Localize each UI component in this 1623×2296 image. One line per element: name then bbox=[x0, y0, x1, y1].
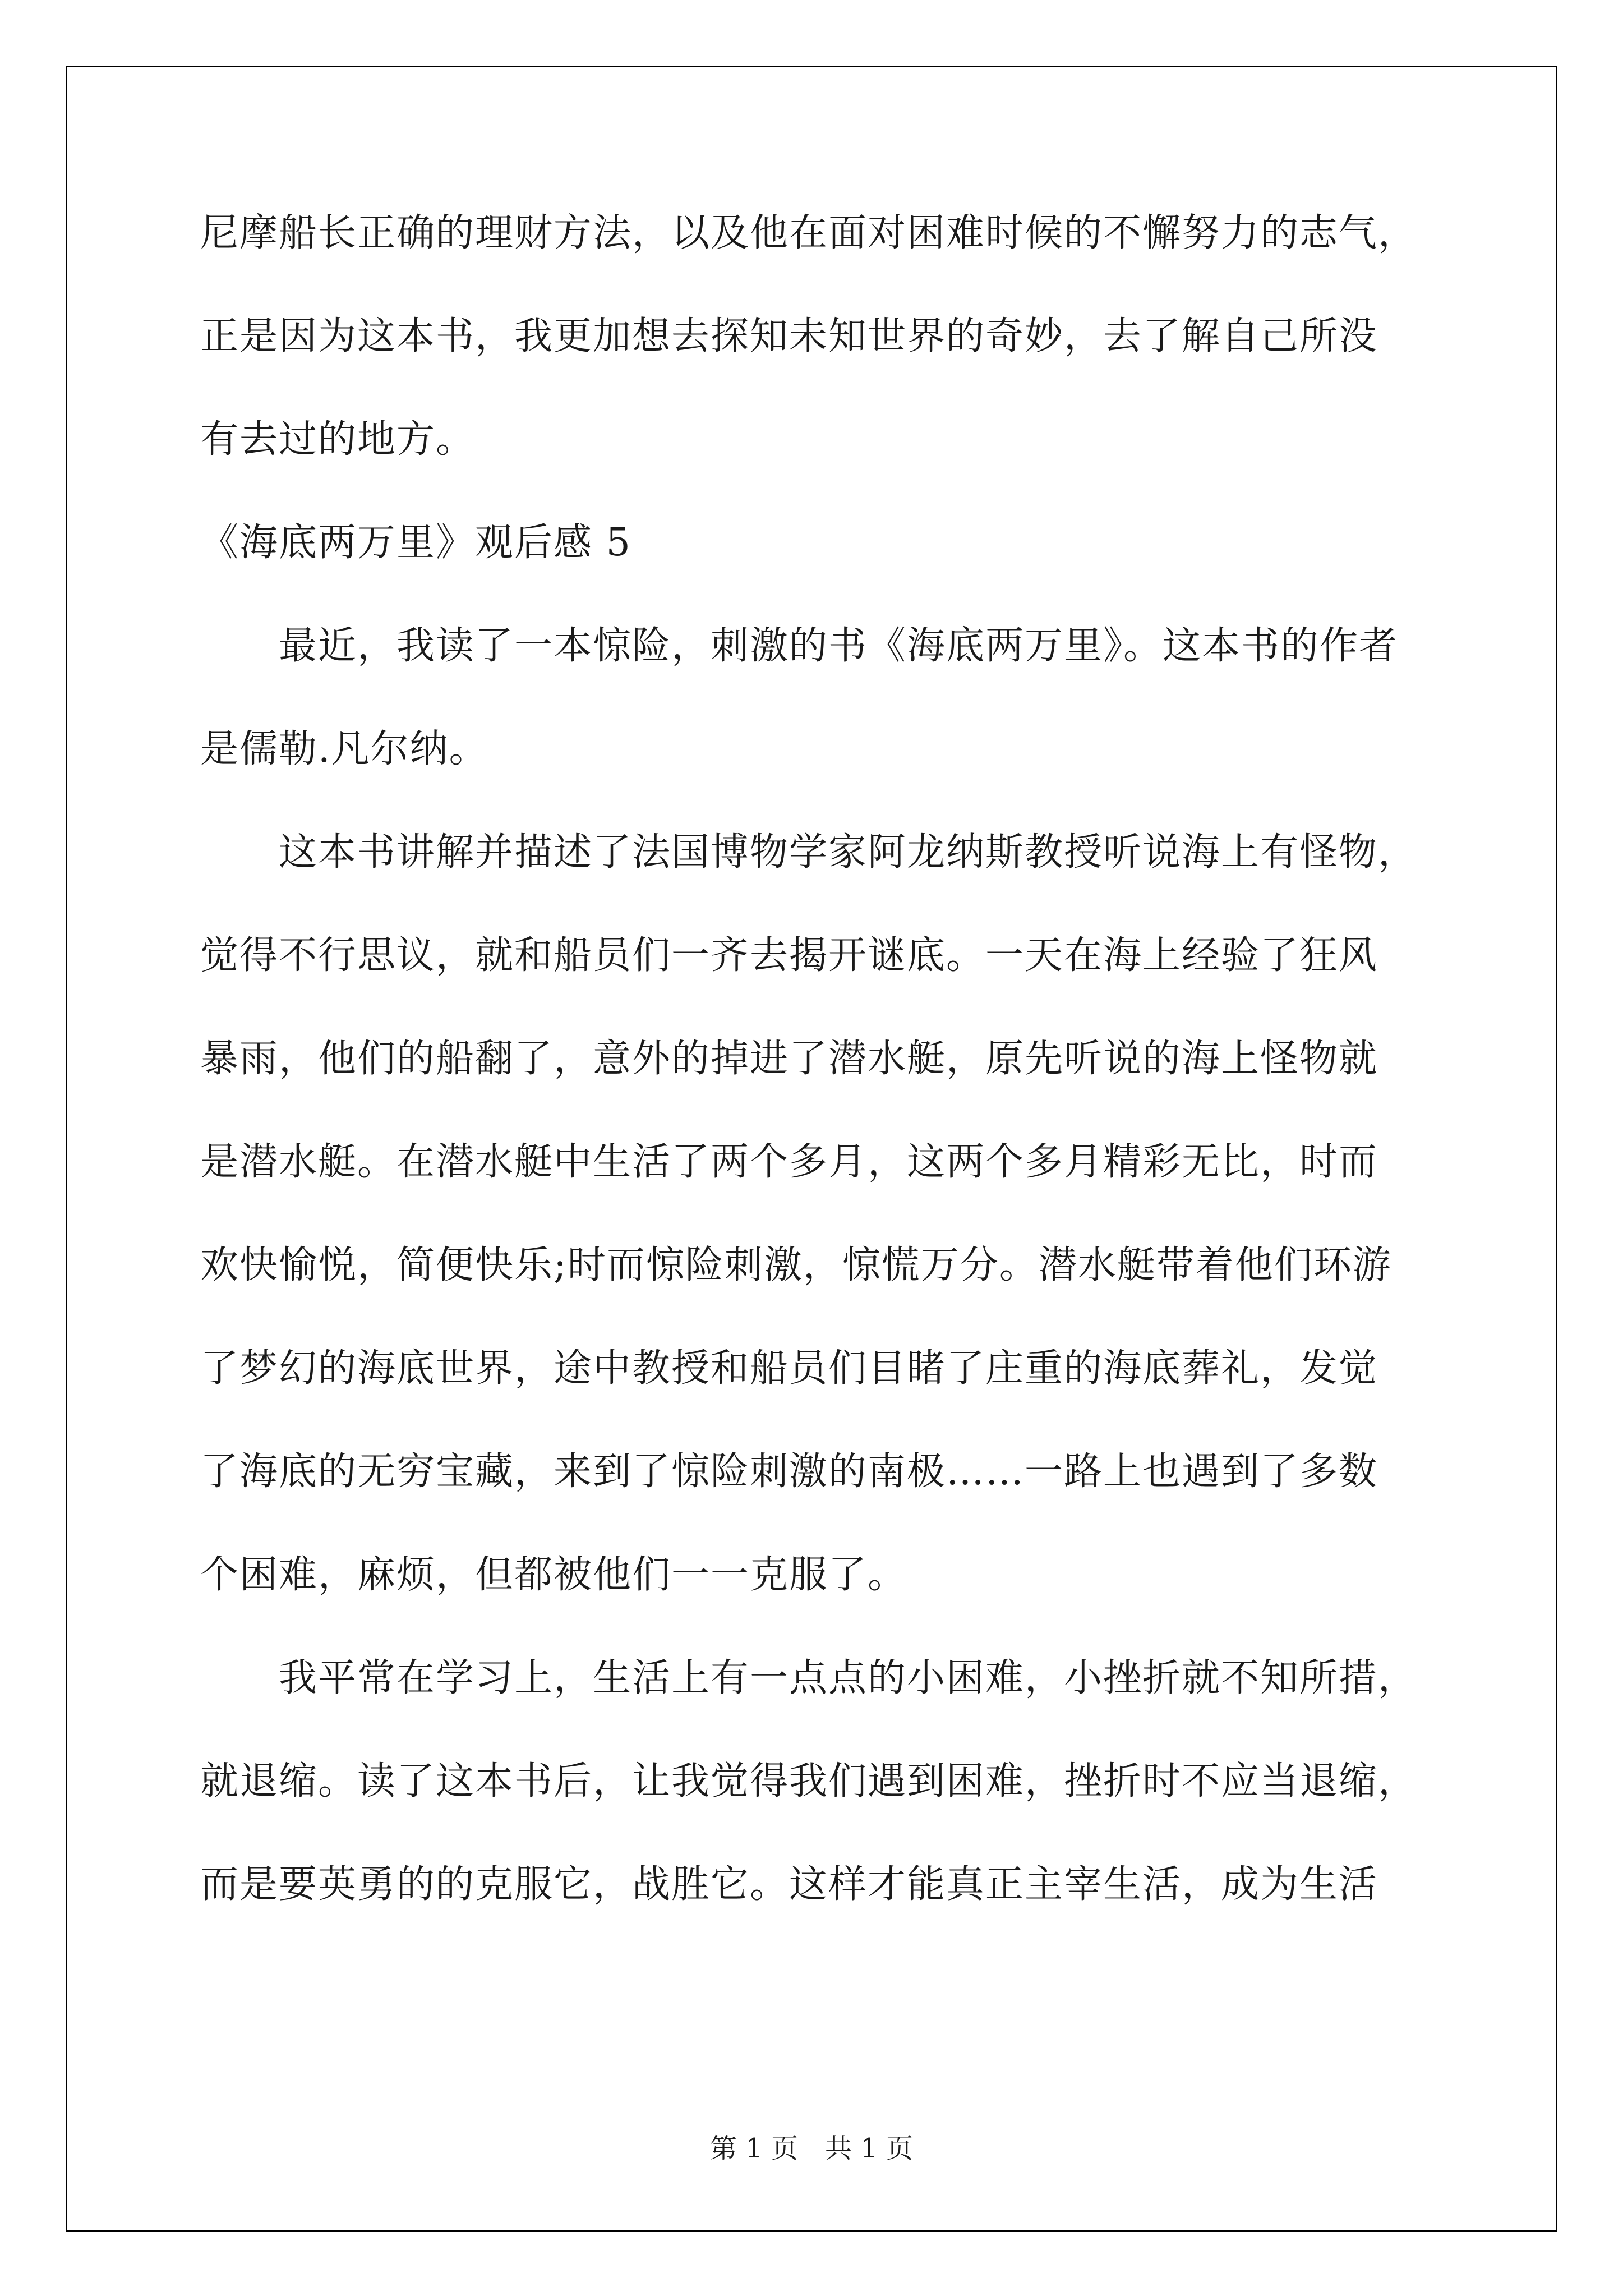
text-line: 最近，我读了一本惊险，刺激的书《海底两万里》。这本书的作者 bbox=[200, 624, 1399, 668]
text-line: 正是因为这本书，我更加想去探知未知世界的奇妙，去了解自己所没 bbox=[200, 314, 1378, 358]
document-body bbox=[200, 208, 1434, 1962]
section-heading: 《海底两万里》观后感 5 bbox=[200, 521, 631, 565]
text-line: 有去过的地方。 bbox=[200, 417, 476, 462]
text-line: 了梦幻的海底世界，途中教授和船员们目睹了庄重的海底葬礼，发觉 bbox=[200, 1346, 1378, 1391]
text-line: 这本书讲解并描述了法国博物学家阿龙纳斯教授听说海上有怪物， bbox=[200, 830, 1418, 875]
text-line: 个困难，麻烦，但都被他们一一克服了。 bbox=[200, 1553, 907, 1597]
text-line: 欢快愉悦，简便快乐;时而惊险刺激，惊慌万分。潜水艇带着他们环游 bbox=[200, 1243, 1392, 1287]
text-line: 暴雨，他们的船翻了，意外的掉进了潜水艇，原先听说的海上怪物就 bbox=[200, 1037, 1378, 1081]
text-line: 而是要英勇的的克服它，战胜它。这样才能真正主宰生活，成为生活 bbox=[200, 1862, 1378, 1907]
text-line: 是儒勒.凡尔纳。 bbox=[200, 727, 488, 771]
page-footer: 第 1 页 共 1 页 bbox=[709, 2133, 914, 2164]
text-line: 是潜水艇。在潜水艇中生活了两个多月，这两个多月精彩无比，时而 bbox=[200, 1140, 1378, 1184]
text-line: 我平常在学习上，生活上有一点点的小困难，小挫折就不知所措， bbox=[200, 1656, 1418, 1700]
text-line: 觉得不行思议，就和船员们一齐去揭开谜底。一天在海上经验了狂风 bbox=[200, 933, 1378, 978]
text-line: 了海底的无穷宝藏，来到了惊险刺激的南极……一路上也遇到了多数 bbox=[200, 1450, 1378, 1494]
text-line: 尼摩船长正确的理财方法，以及他在面对困难时候的不懈努力的志气， bbox=[200, 211, 1418, 255]
text-line: 就退缩。读了这本书后，让我觉得我们遇到困难，挫折时不应当退缩， bbox=[200, 1759, 1418, 1803]
